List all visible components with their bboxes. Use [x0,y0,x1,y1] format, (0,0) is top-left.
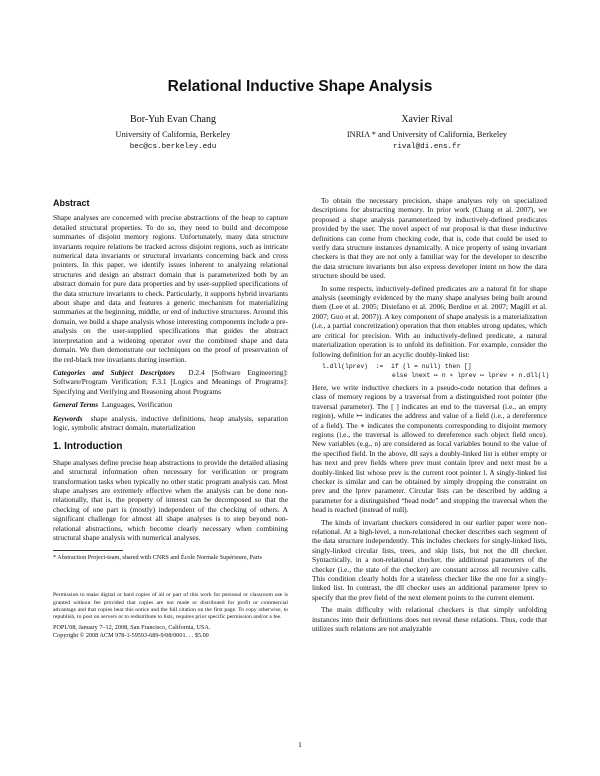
abstract-heading: Abstract [53,198,90,208]
terms-text: Languages, Verification [101,400,173,410]
right-paragraph-5: The main difficulty with relational checkers is that simply unfolding instances into their definitions does not reveal these relations. Thus, code that utilizes such relations are not analyzable [312,605,547,634]
right-paragraph-3: Here, we write inductive checkers in a pseudo-code notation that defines a class of memory regions by a traversal from a distinguished root pointer (the traversal parameter). The [ ] indicates an end to the traversal (i.e., an empty region), while ↦ indicates the address and value of a field (i.e., a dereference of a field). The ∗ indicates the components corresponding to disjoint memory regions (i.e., the traversal is allowed to dereference each object field once). New variables (e.g., n) are considered as local variables bound to the value of the specified field. In the above, dll says a doubly-linked list is either empty or has next and prev fields where prev must contain lprev and next must be a doubly-linked list whose prev is the current root pointer l. A singly-linked list checker is similar and can be obtained by simply dropping the constraint on prev and the lprev parameter. Circular lists can be described by adding a parameter for a distinguished “head node” and stopping the traversal when the head is reached (instead of null). [312,382,547,515]
intro-heading: 1. Introduction [53,441,123,453]
author-name: Xavier Rival [401,114,453,125]
author-email: rival@di.ens.fr [392,143,462,151]
categories-label: Categories and Subject Descriptors [53,367,175,377]
author-affiliation: INRIA * and University of California, Berkeley [346,130,508,139]
author-affiliation: University of California, Berkeley [115,130,231,139]
code-line: else lnext ↦ n ∗ lprev ↦ lprev ∗ n.dll(l) [392,371,550,379]
categories-text: D.2.4 [Software Engineering]: Software/Program Verification; F.3.1 [Logics and Meanings of Programs]: Specifying and Verifying and Reasoning about Programs [53,367,288,396]
right-paragraph-2: In some respects, inductively-defined predicates are a natural fit for shape analysis (seemingly evidenced by the many shape analyses being built around them (Lee et al. 2005; Distefano et al. 2006; Berdine et al. 2007; Magill et al. 2007; Guo et al. 2007)). A key component of shape analysis is a materialization (i.e., a partial concretization) operation that then enables strong updates, which are critical for precision. With an inductively-defined predicate, a natural materialization operation is to unfold its definition. For example, consider the following definition for an acyclic doubly-linked list: [312,283,548,359]
code-line: l.dll(lprev) := if (l = null) then [] [322,362,472,370]
paper-title: Relational Inductive Shape Analysis [167,78,433,95]
copyright-line: Copyright © 2008 ACM 978-1-59593-689-9/08/0001. . . $5.00 [53,632,209,640]
footnote-text: * Abstraction Project-team, shared with CNRS and École Normale Supérieure, Paris [53,554,262,562]
venue-line: POPL'08, January 7–12, 2008, San Francisco, California, USA. [53,624,211,632]
page-number: 1 [298,740,302,749]
intro-paragraph-1: Shape analyses define precise heap abstractions to provide the detailed aliasing and structural information often necessary for verification or program transformation tasks when typically no other static program analysis can. Most shape analyses are extremely effective when the analysis can be done non-relationally, that is, the property of interest can be decomposed so that the checking of one part is (mostly) independent of the checking of others. A significant challenge for almost all shape analyses is to step beyond non-relational abstractions, which become clearly necessary when combining structural shape analysis with numerical analyses. [53,457,288,542]
categories-paragraph [53,368,288,396]
right-paragraph-1: To obtain the necessary precision, shape analyses rely on specialized descriptions for abstracting memory. In prior work (Chang et al. 2007), we proposed a shape analysis parameterized by inductively-defined predicates provided by the user. The novel aspect of our proposal is that these inductive definitions can come from checking code, that is, code that could be used to verify data structure instances dynamically. A nice property of using invariant checkers is that they are not only a familiar way for the developer to describe the data structure invariants but also express developer intent on how the data structure should be used. [312,196,547,281]
permission-notice: Permission to make digital or hard copies of all or part of this work for personal or classroom use is granted without fee provided that copies are not made or distributed for profit or commercial advantage and that copies bear this notice and the full citation on the first page. To copy otherwise, to republish, to post on servers or to redistribute to lists, requires prior specific permission and/or a fee. [53,592,288,621]
keywords-label: Keywords [53,413,83,423]
code-block [322,362,550,380]
author-block-1 [43,114,303,153]
terms-paragraph [53,400,288,409]
author-email: bec@cs.berkeley.edu [129,143,217,151]
terms-label: General Terms [53,400,99,410]
abstract-text: Shape analyses are concerned with precise abstractions of the heap to capture detailed structural properties. To do so, they need to build and decompose summaries of disjoint memory regions. Unfortunately, many data structure invariants require relations be tracked across disjoint regions, such as intricate numerical data invariants or structural invariants concerning back and cross pointers. In this paper, we identify issues inherent to analyzing relational structures and design an abstract domain that is parameterized both by an abstract domain for pure data properties and by user-supplied specifications of the data structure invariants to check. Particularly, it supports hybrid invariants about shape and data and features a generic mechanism for materializing summaries at the beginning, middle, or end of inductive structures. Around this domain, we build a shape analysis whose interesting components include a pre-analysis on the user-supplied specifications that guides the abstract interpretation and a widening operator over the combined shape and data domain. We then demonstrate our techniques on the proof of preservation of the red-black tree invariants during insertion. [53,213,288,364]
right-column [312,196,550,636]
right-paragraph-4: The kinds of invariant checkers considered in our earlier paper were non-relational. At a high-level, a non-relational checker describes each segment of the data structure independently. This includes checkers for singly-linked lists, singly-linked circular lists, trees, and skip lists, but not the dll checker. Syntactically, in a non-relational checker, the additional parameters of the checker (i.e., the state of the checker) are constant across all recursive calls. This condition clearly holds for a stateless checker like the one for a singly-linked list. In contrast, the dll checker uses an additional parameter lprev to specify that the prev field of the next element points to the current element. [312,517,547,602]
author-name: Bor-Yuh Evan Chang [130,114,216,125]
left-column [53,199,288,640]
author-block-2 [297,114,557,153]
keywords-paragraph [53,414,288,433]
keywords-text: shape analysis, inductive definitions, heap analysis, separation logic, symbolic abstract domain, materialization [53,413,288,432]
